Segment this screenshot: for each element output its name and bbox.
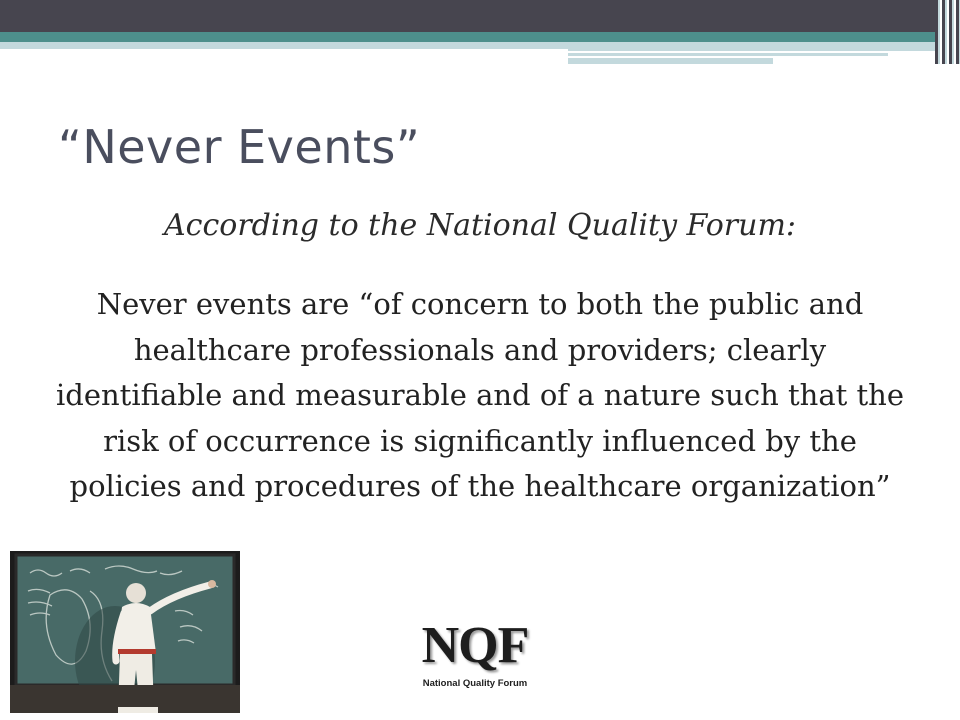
header-bar-teal [0, 32, 935, 42]
header-bar-light [568, 58, 773, 64]
header-stripes [935, 0, 960, 64]
slide-body: Never events are “of concern to both the public and healthcare professionals and providers; clearly identifiable and measurable and of a nature such that the risk of occurrence is significantly influenced by the policies and procedures of the healthcare organization” [56, 287, 904, 503]
header-bar-light [568, 53, 888, 56]
slide-title: “Never Events” [58, 120, 421, 174]
header-bar-light [0, 42, 568, 49]
header-bar-light [568, 42, 935, 51]
nqf-logo-mark: NQF [421, 617, 529, 674]
nqf-logo [410, 618, 540, 698]
slide-subtitle: According to the National Quality Forum: [163, 208, 797, 243]
lecturer-at-chalkboard-photo [10, 551, 240, 713]
nqf-logo-name: National Quality Forum [422, 678, 528, 689]
header-bar-dark [0, 0, 935, 32]
